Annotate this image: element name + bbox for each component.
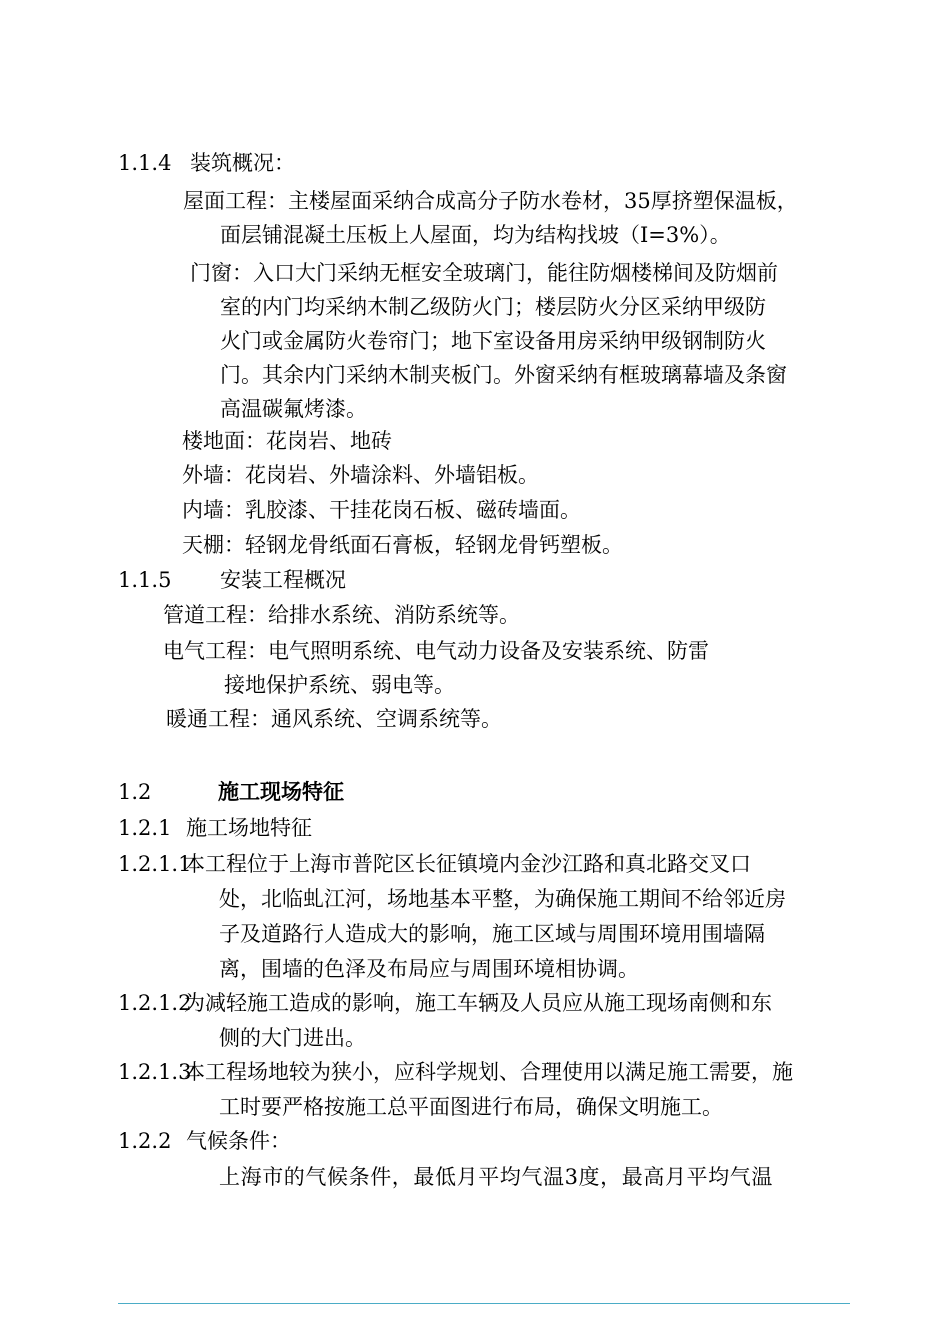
doors-line-3: 火门或金属防火卷帘门；地下室设备用房采纳甲级钢制防火: [220, 329, 766, 353]
item-1-2-1-1-line-4: 离，围墙的色泽及布局应与周围环境相协调。: [219, 957, 639, 981]
roof-line-2: 面层铺混凝土压板上人屋面，均为结构找坡（I=3%）。: [220, 223, 731, 247]
section-number: 1.2.1: [118, 816, 172, 840]
climate-paragraph: 上海市的气候条件，最低月平均气温3度，最高月平均气温: [219, 1165, 773, 1189]
item-1-2-1-2-line-2: 侧的大门进出。: [219, 1026, 366, 1050]
doors-line-2: 室的内门均采纳木制乙级防火门；楼层防火分区采纳甲级防: [220, 295, 766, 319]
item-number: 1.2.1.3: [118, 1060, 192, 1084]
section-title: 施工场地特征: [186, 816, 312, 840]
floor-line: 楼地面：花岗岩、地砖: [182, 429, 392, 453]
item-number: 1.2.1.2: [118, 991, 192, 1015]
electrical-line-1: 电气工程：电气照明系统、电气动力设备及安装系统、防雷: [163, 639, 709, 663]
item-1-2-1-1-line-2: 处，北临虬江河，场地基本平整，为确保施工期间不给邻近房: [219, 887, 786, 911]
section-title: 安装工程概况: [220, 568, 346, 592]
ceiling-line: 天棚：轻钢龙骨纸面石膏板，轻钢龙骨钙塑板。: [182, 533, 623, 557]
exterior-wall-line: 外墙：花岗岩、外墙涂料、外墙铝板。: [182, 463, 539, 487]
section-title: 装筑概况：: [190, 151, 295, 175]
doors-line-4: 门。其余内门采纳木制夹板门。外窗采纳有框玻璃幕墙及条窗: [220, 363, 787, 387]
hvac-line: 暖通工程：通风系统、空调系统等。: [166, 707, 502, 731]
electrical-line-2: 接地保护系统、弱电等。: [224, 673, 455, 697]
section-number: 1.2: [118, 780, 152, 804]
section-title: 气候条件：: [186, 1129, 291, 1153]
section-number: 1.1.4: [118, 151, 172, 175]
interior-wall-line: 内墙：乳胶漆、干挂花岗石板、磁砖墙面。: [182, 498, 581, 522]
item-line-1: 为减轻施工造成的影响，施工车辆及人员应从施工现场南侧和东: [184, 991, 772, 1015]
pipe-line: 管道工程：给排水系统、消防系统等。: [163, 603, 520, 627]
section-number: 1.1.5: [118, 568, 172, 592]
item-1-2-1-1-line-3: 子及道路行人造成大的影响，施工区域与周围环境用围墙隔: [219, 922, 765, 946]
item-1-2-1-3-line-2: 工时要严格按施工总平面图进行布局，确保文明施工。: [219, 1095, 723, 1119]
doors-line-1: 门窗：入口大门采纳无框安全玻璃门，能往防烟楼梯间及防烟前: [190, 261, 778, 285]
section-title: 施工现场特征: [218, 779, 344, 804]
item-line-1: 本工程位于上海市普陀区长征镇境内金沙江路和真北路交叉口: [184, 852, 751, 876]
doors-line-5: 高温碳氟烤漆。: [220, 397, 367, 421]
item-line-1: 本工程场地较为狭小，应科学规划、合理使用以满足施工需要，施: [184, 1060, 793, 1084]
section-number: 1.2.2: [118, 1129, 172, 1153]
footer-rule: [118, 1303, 850, 1304]
roof-line-1: 屋面工程：主楼屋面采纳合成高分子防水卷材，35厚挤塑保温板，: [183, 189, 798, 213]
item-number: 1.2.1.1: [118, 852, 192, 876]
